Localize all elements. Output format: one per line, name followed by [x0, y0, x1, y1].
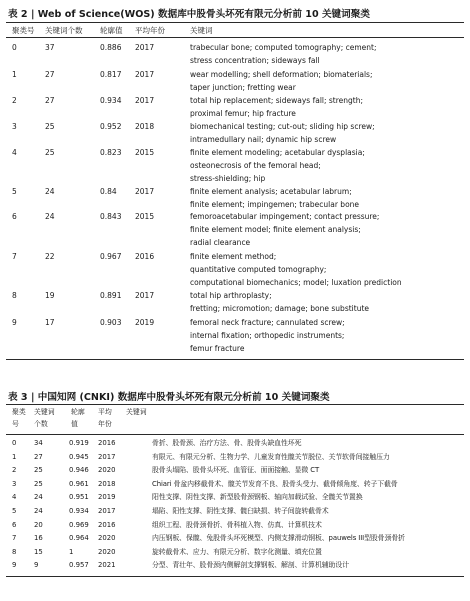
table2-cell-keywords: computational biomechanics; model; luxation prediction	[190, 278, 402, 287]
table2-cell-silhouette: 0.934	[100, 96, 122, 105]
table3-header-count-2: 个数	[34, 420, 48, 428]
table3-cell-count: 34	[34, 439, 43, 447]
table2-cell-keywords: wear modelling; shell deformation; biomaterials;	[190, 70, 373, 79]
table2-cell-cluster: 3	[12, 122, 17, 131]
table3-cell-count: 24	[34, 493, 43, 502]
table2-top-rule	[6, 22, 464, 23]
table2-header-cluster: 聚类号	[12, 26, 35, 35]
table2-cell-cluster: 9	[12, 318, 17, 327]
table3-header-silhouette-2: 值	[71, 420, 78, 428]
table2-cell-count: 24	[45, 187, 55, 196]
table2-cell-year: 2015	[135, 148, 155, 157]
table3-header-rule	[6, 434, 464, 435]
table3-cell-keywords: 塌陷、阳性支撑、阴性支撑、髋臼缺损、转子间旋转截骨术	[152, 507, 329, 515]
table3-header-cluster-2: 号	[12, 420, 19, 428]
table3-cell-count: 25	[34, 479, 43, 488]
table2-cell-cluster: 2	[12, 96, 17, 105]
table2-cell-count: 24	[45, 212, 55, 221]
table2-cell-year: 2017	[135, 43, 155, 52]
table3-cell-count: 16	[34, 534, 43, 543]
table3-cell-count: 25	[34, 466, 43, 475]
table2-header-keywords: 关键词	[190, 26, 213, 35]
table2-cell-keywords: proximal femur; hip fracture	[190, 109, 296, 118]
table3-cell-silhouette: 0.934	[69, 507, 89, 515]
table3-cell-cluster: 0	[12, 439, 17, 447]
table3-cell-year: 2019	[98, 493, 116, 502]
table3-cell-year: 2021	[98, 561, 116, 570]
table2-cell-count: 25	[45, 122, 55, 131]
table2-cell-year: 2018	[135, 122, 155, 131]
table2-cell-cluster: 8	[12, 291, 17, 300]
table3-cell-keywords: 有限元、有限元分析、生物力学、儿童发育性髋关节脱位、关节软骨间接触压力	[152, 452, 390, 461]
table2-cell-count: 22	[45, 252, 55, 261]
table2-cell-keywords: stress concentration; sideways fall	[190, 56, 320, 65]
table2-cell-count: 27	[45, 96, 55, 105]
table2-cell-keywords: stress-shielding; hip	[190, 174, 266, 183]
table3-cell-silhouette: 0.945	[69, 452, 89, 461]
table2-cell-silhouette: 0.903	[100, 318, 122, 327]
table3-header-silhouette: 轮廓	[71, 408, 85, 416]
table3-cell-year: 2016	[98, 439, 116, 447]
table2-header-silhouette: 轮廓值	[100, 26, 123, 35]
table2-cell-keywords: finite element model; finite element analysis;	[190, 225, 361, 234]
table3-cell-keywords: Chiari 骨盆内移截骨术、髋关节发育不良、股骨头受力、截骨倾角度、转子下截骨	[152, 479, 398, 488]
table3-cell-count: 27	[34, 452, 43, 461]
table2-cell-count: 37	[45, 43, 55, 52]
table2-cell-keywords: taper junction; fretting wear	[190, 83, 296, 92]
table3-cell-year: 2017	[98, 507, 116, 515]
table2-cell-silhouette: 0.84	[100, 187, 117, 196]
table3-cell-cluster: 5	[12, 507, 17, 515]
table2-cell-keywords: osteonecrosis of the femoral head;	[190, 161, 321, 170]
table2-cell-year: 2017	[135, 96, 155, 105]
table3-cell-year: 2017	[98, 452, 116, 461]
table3-cell-keywords: 阳性支撑、阴性支撑、新型股骨颈钢板、轴向加载试验、全髋关节置换	[152, 493, 363, 502]
table2-cell-keywords: trabecular bone; computed tomography; cement;	[190, 43, 377, 52]
table3-cell-keywords: 骨折、股骨颈、治疗方法、骨、股骨头缺血性坏死	[152, 439, 302, 447]
table2-cell-cluster: 6	[12, 212, 17, 221]
table3-cell-cluster: 7	[12, 534, 17, 543]
table3-cell-silhouette: 0.957	[69, 561, 89, 570]
table2-header-year: 平均年份	[135, 26, 165, 35]
table3-cell-count: 24	[34, 507, 43, 515]
table3-cell-cluster: 4	[12, 493, 17, 502]
table3-cell-year: 2020	[98, 534, 116, 543]
table3-cell-cluster: 6	[12, 520, 17, 529]
table3-cell-year: 2018	[98, 479, 116, 488]
table2-cell-keywords: finite element; impingemen; trabecular bone	[190, 200, 360, 209]
table2-cell-keywords: total hip replacement; sideways fall; strength;	[190, 96, 364, 105]
table2-cell-silhouette: 0.967	[100, 252, 122, 261]
table2-cell-year: 2019	[135, 318, 155, 327]
table3-cell-year: 2016	[98, 520, 116, 529]
table2-cell-keywords: finite element method;	[190, 252, 277, 261]
table3-cell-silhouette: 0.964	[69, 534, 89, 543]
table3-header-cluster: 聚类	[12, 408, 26, 416]
table2-cell-silhouette: 0.886	[100, 43, 122, 52]
table2-cell-silhouette: 0.891	[100, 291, 122, 300]
table3-header-year-2: 年份	[98, 420, 112, 428]
table3-cell-count: 15	[34, 547, 43, 556]
table2-cell-count: 19	[45, 291, 55, 300]
table3-caption: 表 3 | 中国知网 (CNKI) 数据库中股骨头坏死有限元分析前 10 关键词聚类	[8, 392, 330, 403]
table2-cell-count: 27	[45, 70, 55, 79]
table2-bottom-rule	[6, 359, 464, 360]
table2-cell-keywords: total hip arthroplasty;	[190, 291, 272, 300]
table2-cell-cluster: 0	[12, 43, 17, 52]
table2-cell-keywords: femoral neck fracture; cannulated screw;	[190, 318, 345, 327]
table2-cell-keywords: femoroacetabular impingement; contact pressure;	[190, 212, 380, 221]
table2-cell-keywords: femur fracture	[190, 344, 245, 353]
table3-cell-count: 9	[34, 561, 39, 570]
table2-header-rule	[6, 37, 464, 38]
table2-cell-keywords: intramedullary nail; dynamic hip screw	[190, 135, 337, 144]
table3-cell-year: 2020	[98, 547, 116, 556]
table3-cell-cluster: 9	[12, 561, 17, 570]
table2-cell-count: 17	[45, 318, 55, 327]
table2-cell-silhouette: 0.823	[100, 148, 122, 157]
table3-cell-silhouette: 0.946	[69, 466, 89, 475]
table2-header-count: 关键词个数	[45, 26, 83, 35]
table3-header-count: 关键词	[34, 408, 55, 416]
table2-cell-keywords: biomechanical testing; cut-out; sliding hip screw;	[190, 122, 375, 131]
table3-cell-cluster: 2	[12, 466, 17, 475]
table3-cell-keywords: 旋转截骨术、应力、有限元分析、数字化测量、填充位置	[152, 547, 322, 556]
table2-cell-silhouette: 0.817	[100, 70, 122, 79]
table2-cell-silhouette: 0.952	[100, 122, 122, 131]
table2-cell-cluster: 7	[12, 252, 17, 261]
table2-cell-silhouette: 0.843	[100, 212, 122, 221]
table2-cell-keywords: finite element modeling; acetabular dysplasia;	[190, 148, 365, 157]
table2-cell-cluster: 1	[12, 70, 17, 79]
table2-cell-year: 2016	[135, 252, 155, 261]
table2-cell-keywords: quantitative computed tomography;	[190, 265, 327, 274]
table2-caption: 表 2 | Web of Science(WOS) 数据库中股骨头坏死有限元分析前 10 关键词聚类	[8, 9, 370, 20]
table3-header-year: 平均	[98, 408, 112, 416]
table3-cell-keywords: 股骨头塌陷、股骨头坏死、血管征、面面接触、显微 CT	[152, 466, 320, 475]
table3-cell-silhouette: 0.919	[69, 439, 89, 447]
table3-cell-silhouette: 1	[69, 547, 74, 556]
table2-cell-cluster: 4	[12, 148, 17, 157]
table3-cell-cluster: 3	[12, 479, 17, 488]
table2-cell-cluster: 5	[12, 187, 17, 196]
table3-cell-keywords: 组织工程、股骨颈骨折、骨科植入物、仿真、计算机技术	[152, 520, 322, 529]
table2-cell-year: 2017	[135, 70, 155, 79]
table3-top-rule	[6, 404, 464, 405]
table2-cell-year: 2015	[135, 212, 155, 221]
table3-cell-keywords: 分型、青壮年、股骨颈内侧解剖支撑钢板、解剖、计算机辅助设计	[152, 561, 349, 570]
table2-cell-count: 25	[45, 148, 55, 157]
table3-header-keywords: 关键词	[126, 408, 147, 416]
table3-cell-count: 20	[34, 520, 43, 529]
table3-cell-keywords: 内压钢板、保髋、兔股骨头坏死模型、内侧支撑滑动钢板、pauwels III型股骨颈骨折	[152, 534, 405, 543]
table2-cell-keywords: internal fixation; orthopedic instruments;	[190, 331, 345, 340]
table2-cell-keywords: fretting; micromotion; damage; bone substitute	[190, 304, 370, 313]
table3-cell-year: 2020	[98, 466, 116, 475]
table2-cell-keywords: radial clearance	[190, 238, 251, 247]
table2-cell-keywords: finite element analysis; acetabular labrum;	[190, 187, 352, 196]
table2-cell-year: 2017	[135, 187, 155, 196]
table3-cell-cluster: 8	[12, 547, 17, 556]
table3-cell-silhouette: 0.961	[69, 479, 89, 488]
table3-cell-silhouette: 0.951	[69, 493, 89, 502]
table3-cell-silhouette: 0.969	[69, 520, 89, 529]
table2-cell-year: 2017	[135, 291, 155, 300]
table3-cell-cluster: 1	[12, 452, 17, 461]
table3-bottom-rule	[6, 576, 464, 577]
